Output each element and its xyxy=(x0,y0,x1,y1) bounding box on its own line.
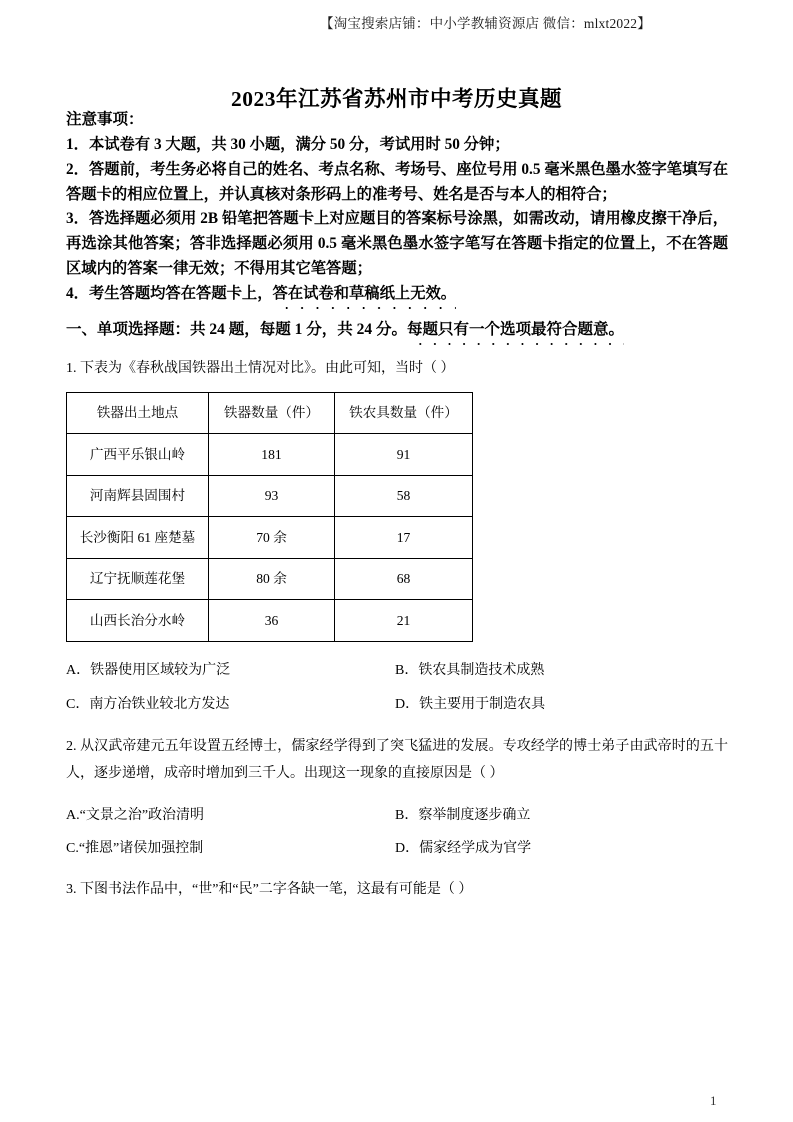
notice-item-4-text: 4．考生答题均答在答题卡上， xyxy=(66,284,273,302)
question-1-option-b[interactable]: B．铁农具制造技术成熟 xyxy=(395,662,545,678)
notice-item-1: 1．本试卷有 3 大题，共 30 小题，满分 50 分，考试用时 50 分钟； xyxy=(66,136,510,154)
table-cell-location: 长沙衡阳 61 座楚墓 xyxy=(67,517,209,559)
option-row-cd xyxy=(66,692,728,719)
table-cell-iron-count: 80 余 xyxy=(209,558,335,600)
question-2-option-b[interactable]: B．察举制度逐步确立 xyxy=(395,808,531,824)
table-header-row xyxy=(67,392,473,434)
notice-heading: 注意事项： xyxy=(66,111,144,128)
question-2-option-a[interactable]: A.“文景之治”政治清明 xyxy=(66,808,205,824)
table-cell-farm-tool-count: 91 xyxy=(335,434,473,476)
option-row-cd xyxy=(66,836,728,863)
section-heading-one xyxy=(66,318,728,342)
table-row xyxy=(67,434,473,476)
table-cell-farm-tool-count: 68 xyxy=(335,558,473,600)
table-cell-farm-tool-count: 21 xyxy=(335,600,473,642)
option-row-ab xyxy=(66,658,728,685)
table-cell-location: 辽宁抚顺莲花堡 xyxy=(67,558,209,600)
section-heading-emphasis: 每题只有一个选项最符合题意。 xyxy=(407,318,624,342)
question-1-option-c[interactable]: C．南方冶铁业较北方发达 xyxy=(66,697,230,713)
notice-item-3: 3．答选择题必须用 2B 铅笔把答题卡上对应题目的答案标号涂黑，如需改动，请用橡皮擦干净后，再选涂其他答案；答非选择题必须用 0.5 毫米黑色墨水签字笔写在答题卡指定的位置上，不在答题区域内的答案一律无效；不得用其它笔答题； xyxy=(66,210,728,277)
document-body xyxy=(66,108,728,903)
option-row-ab xyxy=(66,803,728,830)
question-1-options xyxy=(66,658,728,719)
question-2-options xyxy=(66,803,728,862)
table-row xyxy=(67,600,473,642)
table-header-cell: 铁器出土地点 xyxy=(67,392,209,434)
question-1-stem: 1. 下表为《春秋战国铁器出土情况对比》。由此可知，当时（ ） xyxy=(66,361,455,377)
section-heading-prefix: 一、单项选择题：共 24 题，每题 1 分，共 24 分。 xyxy=(66,321,408,339)
question-3-stem: 3. 下图书法作品中，“世”和“民”二字各缺一笔，这最有可能是（ ） xyxy=(66,881,473,897)
page-title: 2023年江苏省苏州市中考历史真题 xyxy=(230,87,562,112)
table-cell-location: 河南辉县固围村 xyxy=(67,475,209,517)
notice-item-4-emphasis: 答在试卷和草稿纸上无效。 xyxy=(273,282,457,307)
iron-artifacts-table xyxy=(66,392,473,642)
table-cell-iron-count: 181 xyxy=(209,434,335,476)
table-header-cell: 铁农具数量（件） xyxy=(335,392,473,434)
question-2-stem: 2. 从汉武帝建元五年设置五经博士，儒家经学得到了突飞猛进的发展。专攻经学的博士弟子由武帝时的五十人，逐步递增，成帝时增加到三千人。出现这一现象的直接原因是（ ） xyxy=(66,738,728,782)
table-cell-location: 广西平乐银山岭 xyxy=(67,434,209,476)
table-cell-iron-count: 36 xyxy=(209,600,335,642)
question-1-option-a[interactable]: A．铁器使用区域较为广泛 xyxy=(66,662,231,678)
page-number: 1 xyxy=(710,1093,717,1108)
table-header-cell: 铁器数量（件） xyxy=(209,392,335,434)
table-row xyxy=(67,475,473,517)
notice-item-4 xyxy=(66,282,728,307)
table-cell-iron-count: 93 xyxy=(209,475,335,517)
question-2-option-d[interactable]: D．儒家经学成为官学 xyxy=(395,841,532,857)
table-cell-location: 山西长治分水岭 xyxy=(67,600,209,642)
question-1-option-d[interactable]: D．铁主要用于制造农具 xyxy=(395,697,546,713)
shop-watermark-header: 【淘宝搜索店铺：中小学教辅资源店 微信：mlxt2022】 xyxy=(320,16,651,31)
table-cell-farm-tool-count: 17 xyxy=(335,517,473,559)
table-row xyxy=(67,558,473,600)
table-row xyxy=(67,517,473,559)
question-2-option-c[interactable]: C.“推恩”诸侯加强控制 xyxy=(66,841,204,857)
table-cell-iron-count: 70 余 xyxy=(209,517,335,559)
notice-item-2: 2．答题前，考生务必将自己的姓名、考点名称、考场号、座位号用 0.5 毫米黑色墨水签字笔填写在答题卡的相应位置上，并认真核对条形码上的准考号、姓名是否与本人的相符合； xyxy=(66,160,728,203)
table-cell-farm-tool-count: 58 xyxy=(335,475,473,517)
